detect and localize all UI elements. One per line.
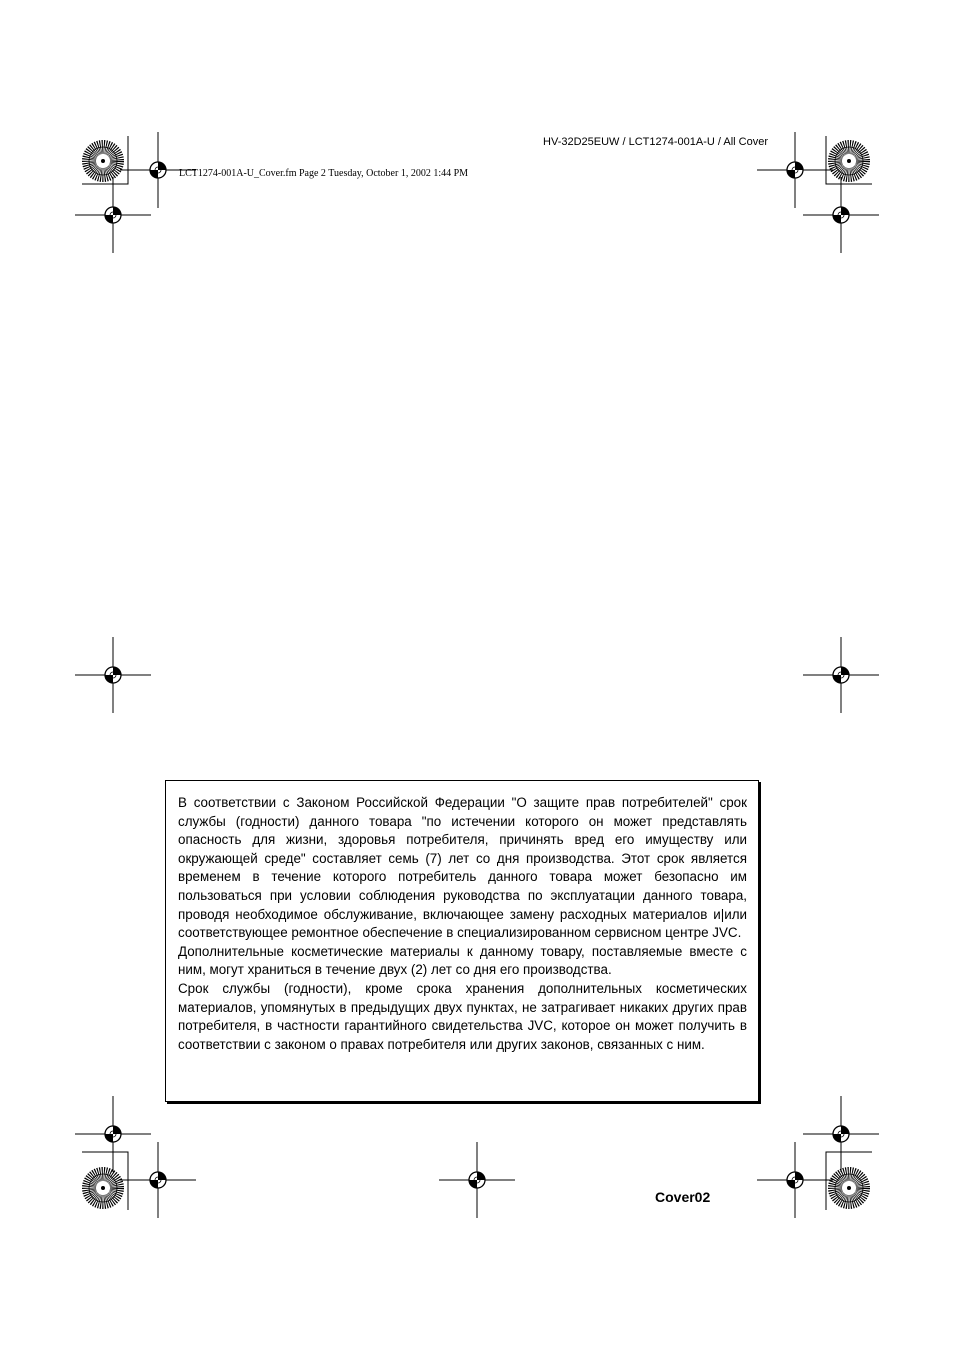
page-label: Cover02	[655, 1189, 711, 1205]
starburst-target-bottom-left	[89, 1174, 117, 1202]
notice-paragraph: Срок службы (годности), кроме срока хранения дополнительных косметических материалов, упомянутых в предыдущих двух пунктах, не затрагивает никаких других прав потребителя, в частности гарантийного свидетельства JVC, которое он может получить в соответствии с законом о правах потребителя или других законов, связанных с ним.	[178, 980, 747, 1052]
file-info: LCT1274-001A-U_Cover.fm Page 2 Tuesday, October 1, 2002 1:44 PM	[179, 168, 469, 179]
starburst-target-top-left	[89, 147, 117, 175]
notice-paragraph: В соответствии с Законом Российской Федерации "О защите прав потребителей" срок службы (годности) данного товара "по истечении которого он может представлять опасность для жизни, здоровья потребителя, причинять вред его имуществу или окружающей среде" составляет семь (7) лет со дня производства. Этот срок является временем в течение которого потребитель данного товара может безопасно им пользоваться при условии соблюдения руководства по эксплуатации данного товара, проводя необходимое обслуживание, включающее замену расходных материалов и|или соответствующее ремонтное обеспечение в специализированном сервисном центре JVC.	[178, 795, 747, 941]
starburst-target-bottom-right	[835, 1174, 863, 1202]
notice-paragraph: Дополнительные косметические материалы к данному товару, поставляемые вместе с ним, могут храниться в течение двух (2) лет со дня его производства.	[178, 943, 747, 978]
document-reference: HV-32D25EUW / LCT1274-001A-U / All Cover	[543, 136, 768, 148]
starburst-target-top-right	[835, 147, 863, 175]
service-life-notice	[165, 780, 759, 1102]
